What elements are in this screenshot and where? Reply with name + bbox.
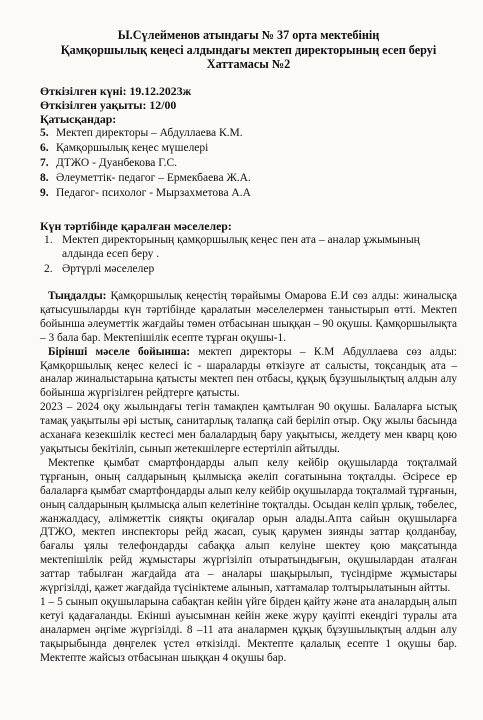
- list-number: 1.: [44, 233, 53, 246]
- paragraph-text: мектеп директоры – К.М Абдуллаева сөз алды: Қамқоршылық кеңес келесі іс - шараларды өткізуге ат салысты, тоқсандық ата – аналар жиналыстарына қатысты мектеп пен отбасы, құқық бұзушылықтың алдын алу бойынша жүргізілген рейдтерге қатысты.: [40, 345, 457, 400]
- participant-text: Мектеп директоры – Абдуллаева К.М.: [56, 126, 243, 139]
- document-header: [40, 28, 457, 72]
- list-item: [40, 156, 457, 171]
- list-number: 9.: [40, 187, 49, 200]
- paragraph-label: Тыңдалды:: [48, 290, 107, 303]
- list-item: [40, 141, 457, 156]
- list-number: 2.: [44, 262, 53, 275]
- header-council-line: Қамқоршылық кеңесі алдындағы мектеп директорының есеп беруі: [60, 42, 437, 57]
- meeting-date: Өткізілген күні: 19.12.2023ж: [40, 83, 192, 98]
- list-number: 7.: [40, 156, 49, 169]
- header-protocol-line: Хаттамасы №2: [206, 57, 291, 71]
- paragraph-label: Бірінші мәселе бойынша:: [48, 345, 190, 358]
- list-item: [40, 233, 457, 262]
- paragraph-heard: [40, 290, 457, 346]
- agenda-title: Күн тәртібінде қаралған мәселелер:: [40, 218, 232, 233]
- agenda-text: Әртүрлі мәселелер: [62, 262, 155, 275]
- participant-text: Педагог- психолог - Мырзахметова А.А: [56, 187, 251, 200]
- header-school-line: Ы.Сүлейменов атындағы № 37 орта мектебінің: [117, 28, 380, 42]
- participant-text: ДТЖО - Дуанбекова Г.С.: [56, 156, 178, 169]
- paragraph-text: Қамқоршылық кеңестің төрайымы Омарова Е.И сөз алды: жиналысқа қатысушыларды күн тәртібінде қаралатын мәселелермен таныстырып өтті. Мектеп бойынша әлеуметтік жағдайы төмен отбасынан шыққан – 90 оқушы. Қамқоршылықта – 3 бала бар. Мектепішілік есепте тұрған оқушы-1.: [40, 290, 457, 344]
- list-number: 6.: [40, 141, 49, 154]
- meeting-meta: [40, 84, 457, 126]
- list-item: [40, 171, 457, 186]
- list-item: [40, 186, 457, 201]
- document-body: [40, 290, 457, 665]
- participant-text: Әлеуметтік- педагог – Ермекбаева Ж.А.: [56, 172, 251, 185]
- participants-list: [40, 126, 457, 202]
- paragraph-smartphones: Мектепке қымбат смартфондарды алып келу кейбір оқушыларда тоқталмай тұрғанын, оның салдарының қылмысқа әкеліп соғатынына тоқталды. Әсіресе ер балаларға қымбат смартфондарды алып келу кейбір оқушыларда тоқталмай тұрғанын, оның салдарының қылмысқа алып келетініне тоқталды. Осыдан келіп ұрлық, төбелес, жанжалдасу, әлімжеттік сияқты оқиғалар орын алады.Апта сайын оқушыларға ДТЖО, мектеп инспекторы рейд жасап, суық қарумен зиянды заттар қолданбау, бағалы ұялы телефондарды сабаққа алып келуіне шектеу қою мақсатында мектепішілік рейд жұмыстары жүргізіліп отыратындығын, оқушылардан аталған заттар табылған жағдайда ата – аналары шақырылып, түсіндірме жұмыстары жүргізілді, қажет жағдайда түсініктеме алынып, хаттамалар толтырылатынын айтты.: [40, 456, 457, 595]
- paragraph-students: 1 – 5 сынып оқушыларына сабақтан кейін үйге бірден қайту және ата аналардың алып кетуі қадағаланды. Екінші ауысымнан кейін жеке жүру қауіпті екендігі туралы ата аналармен әңгіме жүргізілді. 8 –11 ата аналармен құқық бұзушылықтың алдын алу тақырыбында дөңгелек үстел өткізілді. Мектепте қалалық есепте 1 оқушы бар. Мектепте жайсыз отбасынан шыққан 4 оқушы бар.: [40, 595, 457, 664]
- list-item: [40, 262, 457, 277]
- list-number: 5.: [40, 126, 49, 139]
- list-number: 8.: [40, 172, 49, 185]
- meeting-time: Өткізілген уақыты: 12/00: [40, 97, 177, 112]
- agenda-text: Мектеп директорының қамқоршылық кеңес пен ата – аналар ұжымының алдында есеп беру .: [62, 233, 420, 261]
- paragraph-meals: 2023 – 2024 оқу жылындағы тегін тамақпен қамтылған 90 оқушы. Балаларға ыстық тамақ уақытылы әрі ыстық, санитарлық талапқа сай беріліп отыр. Оқу жылы басында асханаға кезекшілік кестесі мен балалардың бару уақытысы, желдету мен кварц қою уақытысы бекітіліп, сынып жетекшілерге естертіліп айтылды.: [40, 401, 457, 455]
- paragraph-first-issue: [40, 346, 457, 402]
- participants-label: Қатысқандар:: [40, 111, 117, 126]
- participant-text: Қамқоршылық кеңес мүшелері: [56, 141, 209, 154]
- agenda-list: [40, 233, 457, 277]
- list-item: [40, 126, 457, 141]
